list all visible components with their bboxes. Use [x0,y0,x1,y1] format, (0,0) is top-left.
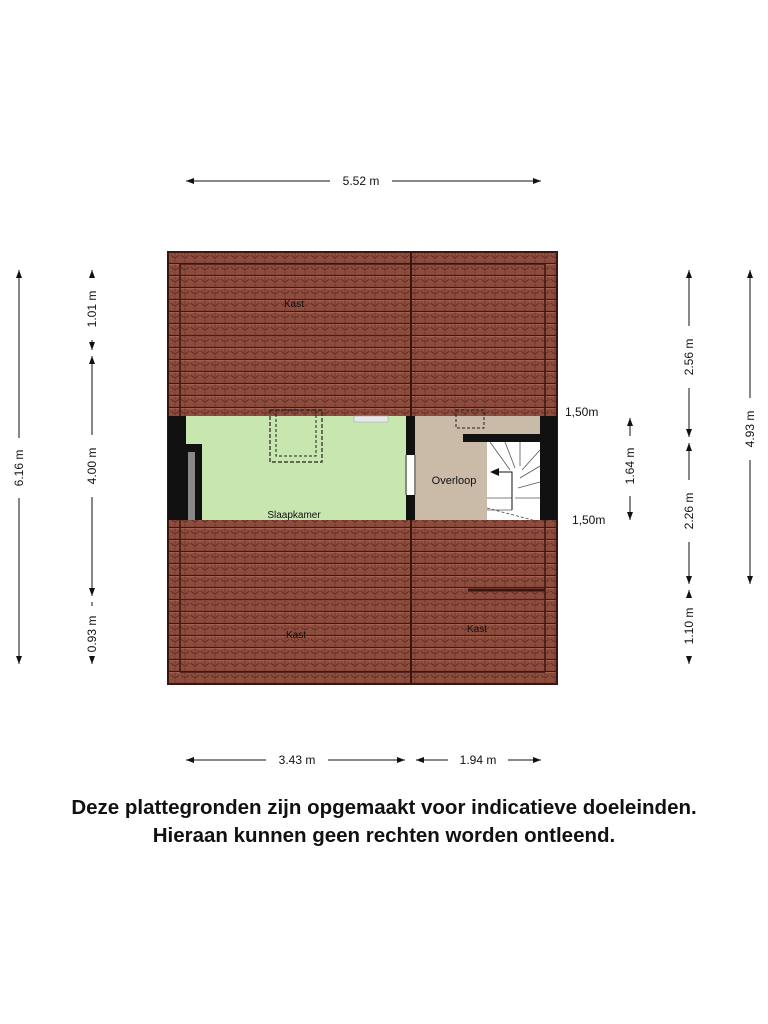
arrowhead-icon [627,512,633,520]
arrowhead-icon [627,418,633,426]
roof-top [168,252,557,416]
arrowhead-icon [686,590,692,598]
arrowhead-icon [186,757,194,763]
arrowhead-icon [686,270,692,278]
wall-right [540,416,557,520]
cabinet-shelf [188,452,195,520]
height-marker-upper: 1,50m [565,405,599,419]
door-opening [405,455,416,495]
disclaimer-line-1: Deze plattegronden zijn opgemaakt voor indicatieve doeleinden. [71,796,697,819]
arrowhead-icon [686,576,692,584]
room-label-overloop: Overloop [431,475,477,487]
arrowhead-icon [686,656,692,664]
arrowhead-icon [747,270,753,278]
dim-left-total: 6.16 m [12,449,26,487]
disclaimer-line-2: Hieraan kunnen geen rechten worden ontleend. [152,824,616,847]
dim-left-mid: 4.00 m [85,447,99,485]
dim-top-total: 5.52 m [342,174,380,188]
arrowhead-icon [686,429,692,437]
dim-right-bottom: 1.10 m [682,607,696,645]
roof-bottom [168,520,557,684]
dim-right-total: 4.93 m [743,410,757,448]
stair-wall [463,434,540,442]
room-label-kast-top: Kast [283,299,305,310]
room-label-slaapkamer: Slaapkamer [267,510,321,521]
arrowhead-icon [89,342,95,350]
arrowhead-icon [89,356,95,364]
arrowhead-icon [747,576,753,584]
arrowhead-icon [533,757,541,763]
arrowhead-icon [416,757,424,763]
arrowhead-icon [397,757,405,763]
arrowhead-icon [186,178,194,184]
arrowhead-icon [686,443,692,451]
arrowhead-icon [89,588,95,596]
arrowhead-icon [89,656,95,664]
dim-right-inner: 1.64 m [623,447,637,485]
dim-right-top: 2.56 m [682,338,696,376]
room-label-kast-bottom-left: Kast [285,630,307,641]
dim-left-bottom: 0.93 m [85,615,99,653]
radiator [354,416,388,422]
room-label-kast-bottom-right: Kast [466,624,488,635]
dim-right-mid: 2.26 m [682,492,696,530]
dim-bottom-left: 3.43 m [278,753,316,767]
dim-bottom-right: 1.94 m [459,753,497,767]
bedroom-floor [186,416,406,520]
wall-left [168,416,186,520]
dim-left-top: 1.01 m [85,290,99,328]
height-marker-lower: 1,50m [572,513,606,527]
stair-area [487,442,540,520]
arrowhead-icon [16,270,22,278]
arrowhead-icon [16,656,22,664]
arrowhead-icon [533,178,541,184]
arrowhead-icon [89,270,95,278]
